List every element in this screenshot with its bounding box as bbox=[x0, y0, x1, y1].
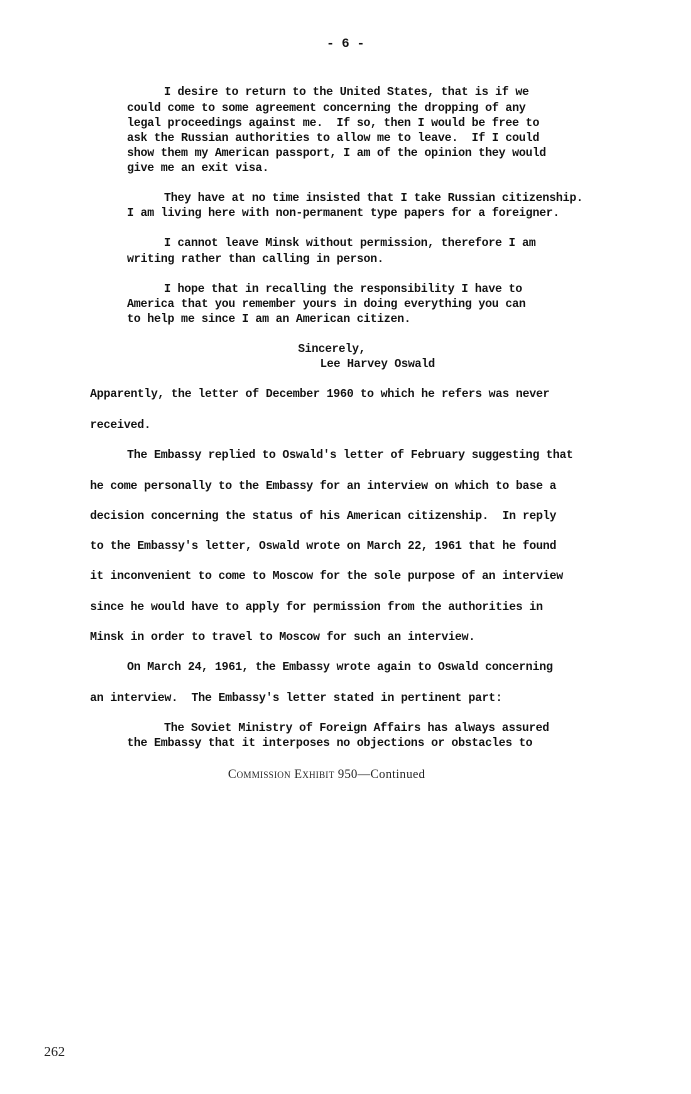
text-line: an interview. The Embassy's letter stated in pertinent part: bbox=[90, 692, 503, 705]
text-line: On March 24, 1961, the Embassy wrote again to Oswald concerning bbox=[127, 661, 553, 674]
text-line: Minsk in order to travel to Moscow for such an interview. bbox=[90, 631, 476, 644]
text-line: writing rather than calling in person. bbox=[127, 253, 384, 266]
text-line: he come personally to the Embassy for an interview on which to base a bbox=[90, 480, 557, 493]
text-line: to help me since I am an American citizen. bbox=[127, 313, 411, 326]
letter-closing: Sincerely, bbox=[298, 343, 366, 356]
text-line: show them my American passport, I am of the opinion they would bbox=[127, 147, 546, 160]
text-line: give me an exit visa. bbox=[127, 162, 269, 175]
text-line: I desire to return to the United States, that is if we bbox=[164, 86, 529, 99]
text-line: ask the Russian authorities to allow me to leave. If I could bbox=[127, 132, 540, 145]
exhibit-caption-label: Commission Exhibit 950 bbox=[228, 767, 358, 781]
text-line: America that you remember yours in doing everything you can bbox=[127, 298, 526, 311]
page-header: - 6 - bbox=[326, 36, 365, 51]
text-line: I hope that in recalling the responsibility I have to bbox=[164, 283, 523, 296]
text-line: I cannot leave Minsk without permission, therefore I am bbox=[164, 237, 536, 250]
letter-signature: Lee Harvey Oswald bbox=[320, 358, 435, 371]
text-line: received. bbox=[90, 419, 151, 432]
text-line: Apparently, the letter of December 1960 to which he refers was never bbox=[90, 388, 550, 401]
text-line: The Soviet Ministry of Foreign Affairs has always assured bbox=[164, 722, 550, 735]
text-line: could come to some agreement concerning the dropping of any bbox=[127, 102, 526, 115]
text-line: decision concerning the status of his American citizenship. In reply bbox=[90, 510, 557, 523]
text-line: it inconvenient to come to Moscow for the sole purpose of an interview bbox=[90, 570, 564, 583]
text-line: to the Embassy's letter, Oswald wrote on March 22, 1961 that he found bbox=[90, 540, 557, 553]
exhibit-caption-suffix: —Continued bbox=[357, 767, 426, 781]
text-line: The Embassy replied to Oswald's letter of February suggesting that bbox=[127, 449, 573, 462]
exhibit-caption bbox=[228, 767, 425, 782]
text-line: I am living here with non-permanent type papers for a foreigner. bbox=[127, 207, 560, 220]
text-line: the Embassy that it interposes no objections or obstacles to bbox=[127, 737, 533, 750]
text-line: legal proceedings against me. If so, then I would be free to bbox=[127, 117, 540, 130]
page-number: 262 bbox=[44, 1045, 65, 1060]
text-line: since he would have to apply for permission from the authorities in bbox=[90, 601, 543, 614]
text-line: They have at no time insisted that I take Russian citizenship. bbox=[164, 192, 583, 205]
